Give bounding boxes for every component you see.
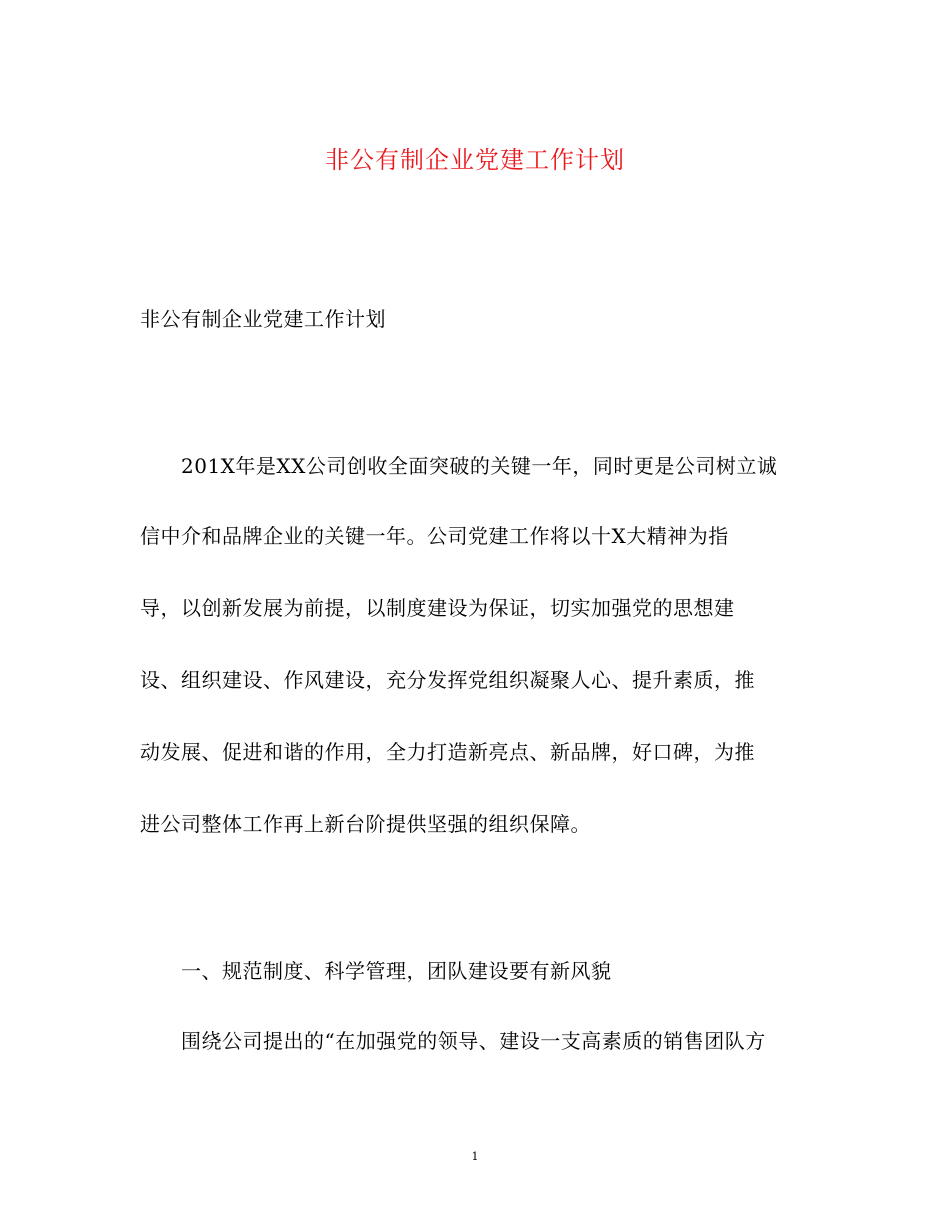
paragraph-line: 信中介和品牌企业的关键一年。公司党建工作将以十X大精神为指 xyxy=(140,524,729,548)
paragraph-line: 201X年是XX公司创收全面突破的关键一年，同时更是公司树立诚 xyxy=(140,454,778,478)
document-title: 非公有制企业党建工作计划 xyxy=(325,146,625,174)
paragraph-line: 围绕公司提出的“在加强党的领导、建设一支高素质的销售团队方 xyxy=(140,1029,766,1053)
paragraph-line: 导，以创新发展为前提，以制度建设为保证，切实加强党的思想建 xyxy=(140,596,735,620)
paragraph-line: 进公司整体工作再上新台阶提供坚强的组织保障。 xyxy=(140,812,591,836)
paragraph-line: 设、组织建设、作风建设，充分发挥党组织凝聚人心、提升素质，推 xyxy=(140,668,755,692)
page-number: 1 xyxy=(471,1150,479,1163)
paragraph-line: 动发展、促进和谐的作用，全力打造新亮点、新品牌，好口碑，为推 xyxy=(140,740,755,764)
section-heading: 一、规范制度、科学管理，团队建设要有新风貌 xyxy=(140,959,612,983)
document-subtitle: 非公有制企业党建工作计划 xyxy=(140,307,386,331)
